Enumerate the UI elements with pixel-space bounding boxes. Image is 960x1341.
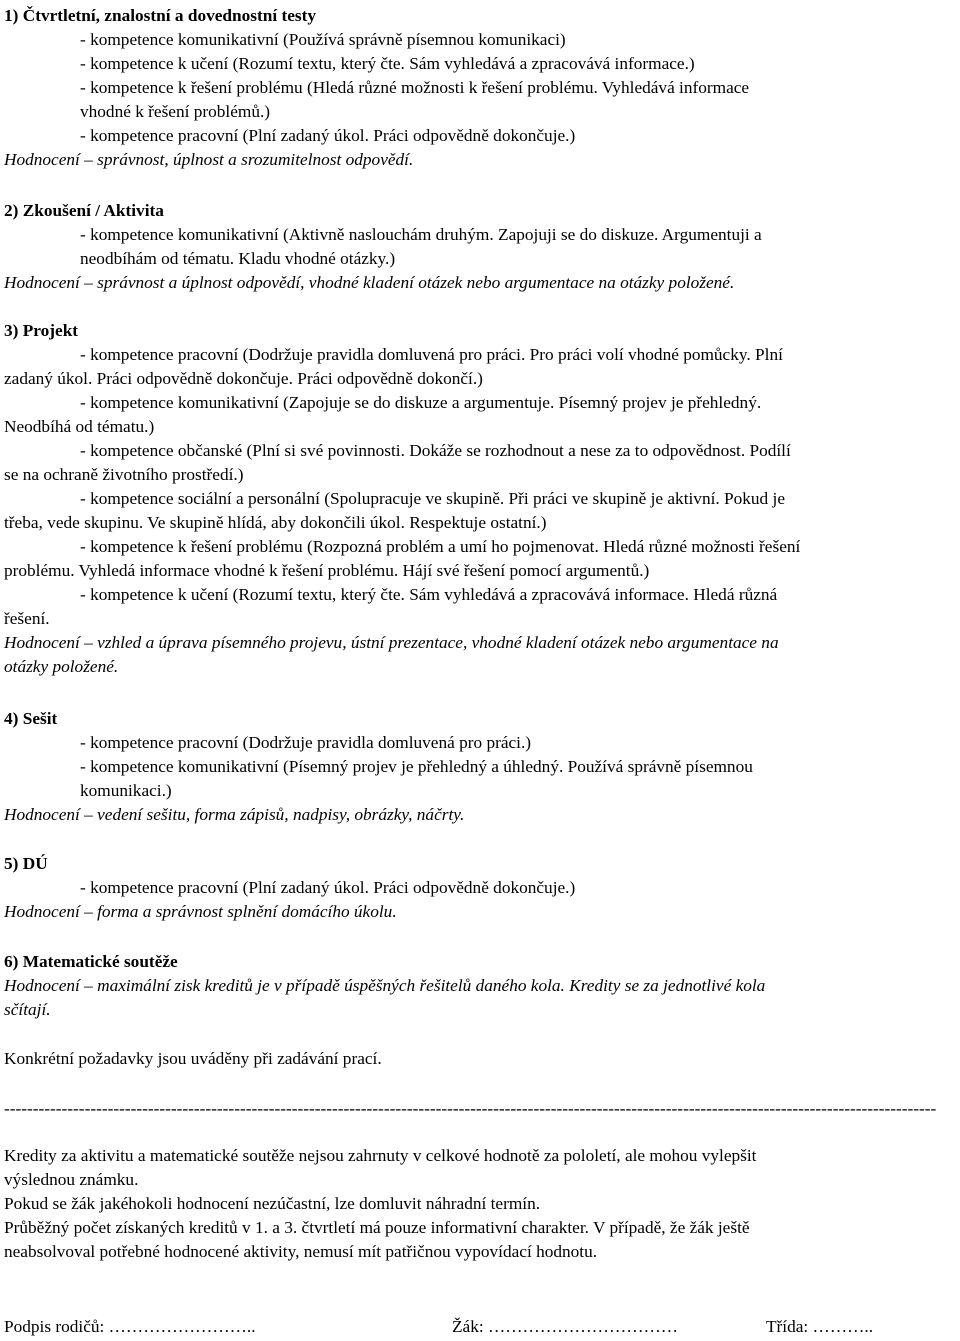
section-exam-activity (4, 199, 956, 295)
evaluation-line: sčítají. (4, 1000, 51, 1019)
evaluation-line: Hodnocení – forma a správnost splnění domácího úkolu. (4, 902, 397, 921)
competence-line: třeba, vede skupinu. Ve skupině hlídá, aby dokončili úkol. Respektuje ostatní.) (4, 513, 547, 532)
competence-line: - kompetence k řešení problému (Rozpozná problém a umí ho pojmenovat. Hledá různé možnosti řešení (80, 537, 801, 556)
competence-line: - kompetence sociální a personální (Spolupracuje ve skupině. Při práci ve skupině je aktivní. Pokud je (80, 489, 785, 508)
competence-line: - kompetence pracovní (Dodržuje pravidla domluvená pro práci.) (80, 733, 532, 752)
competence-line: vhodné k řešení problémů.) (80, 102, 271, 121)
competence-line: se na ochraně životního prostředí.) (4, 465, 244, 484)
note-line: Pokud se žák jakéhokoli hodnocení nezúčastní, lze domluvit náhradní termín. (4, 1194, 541, 1213)
class-field: Třída: ……….. (766, 1317, 874, 1336)
competence-line: - kompetence komunikativní (Aktivně naslouchám druhým. Zapojuji se do diskuze. Argumentuji a (80, 225, 762, 244)
evaluation-line: Hodnocení – vedení sešitu, forma zápisů, nadpisy, obrázky, náčrty. (4, 805, 465, 824)
competence-line: - kompetence komunikativní (Zapojuje se do diskuze a argumentuje. Písemný projev je přehledný. (80, 393, 762, 412)
section-notebook (4, 707, 956, 827)
competence-line: řešení. (4, 609, 50, 628)
section-heading: 1) Čtvrtletní, znalostní a dovednostní testy (4, 6, 317, 25)
competence-line: - kompetence komunikativní (Písemný projev je přehledný a úhledný. Používá správně písemnou (80, 757, 753, 776)
competence-line: - kompetence pracovní (Plní zadaný úkol. Práci odpovědně dokončuje.) (80, 126, 576, 145)
section-heading: 6) Matematické soutěže (4, 952, 178, 971)
section-tests (4, 4, 956, 172)
competence-line: - kompetence komunikativní (Používá správně písemnou komunikaci) (80, 30, 566, 49)
competence-line: - kompetence občanské (Plní si své povinnosti. Dokáže se rozhodnout a nese za to odpovědnost. Podílí (80, 441, 791, 460)
section-math-competitions (4, 950, 956, 1022)
competence-line: - kompetence pracovní (Dodržuje pravidla domluvená pro práci. Pro práci volí vhodné pomůcky. Plní (80, 345, 783, 364)
competence-line: - kompetence k řešení problému (Hledá různé možnosti k řešení problému. Vyhledává informace (80, 78, 750, 97)
section-heading: 3) Projekt (4, 321, 79, 340)
evaluation-line: Hodnocení – správnost a úplnost odpovědí, vhodné kladení otázek nebo argumentace na otázky položené. (4, 273, 735, 292)
section-homework (4, 852, 956, 924)
competence-line: komunikaci.) (80, 781, 172, 800)
parent-signature-field: Podpis rodičů: …………………….. (4, 1317, 256, 1336)
evaluation-line: otázky položené. (4, 657, 119, 676)
competence-line: Neodbíhá od tématu.) (4, 417, 155, 436)
note-line: Průběžný počet získaných kreditů v 1. a 3. čtvrtletí má pouze informativní charakter. V případě, že žák ještě (4, 1218, 750, 1237)
section-project (4, 319, 956, 679)
requirements-note-text: Konkrétní požadavky jsou uváděny při zadávání prací. (4, 1049, 382, 1068)
dashed-divider: ------------------------------------------------------------------------------------------------------------------------------------------------------------------ (4, 1099, 937, 1118)
competence-line: zadaný úkol. Práci odpovědně dokončuje. Práci odpovědně dokončí.) (4, 369, 483, 388)
evaluation-line: Hodnocení – správnost, úplnost a srozumitelnost odpovědí. (4, 150, 414, 169)
evaluation-line: Hodnocení – vzhled a úprava písemného projevu, ústní prezentace, vhodné kladení otázek nebo argumentace na (4, 633, 779, 652)
competence-line: - kompetence k učení (Rozumí textu, který čte. Sám vyhledává a zpracovává informace.) (80, 54, 695, 73)
competence-line: - kompetence pracovní (Plní zadaný úkol. Práci odpovědně dokončuje.) (80, 878, 576, 897)
competence-line: problému. Vyhledá informace vhodné k řešení problému. Hájí své řešení pomocí argumentů.) (4, 561, 650, 580)
requirements-note (4, 1047, 956, 1071)
note-line: neabsolvoval potřebné hodnocené aktivity, nemusí mít patřičnou vypovídací hodnotu. (4, 1242, 598, 1261)
note-line: Kredity za aktivitu a matematické soutěže nejsou zahrnuty v celkové hodnotě za pololetí, ale mohou vylepšit (4, 1146, 757, 1165)
section-heading: 2) Zkoušení / Aktivita (4, 201, 164, 220)
section-heading: 5) DÚ (4, 854, 48, 873)
note-line: výslednou známku. (4, 1170, 139, 1189)
competence-line: neodbíhám od tématu. Kladu vhodné otázky.) (80, 249, 396, 268)
notes-block (4, 1144, 956, 1264)
student-signature-field: Žák: …………………………… (452, 1317, 679, 1336)
section-heading: 4) Sešit (4, 709, 58, 728)
evaluation-line: Hodnocení – maximální zisk kreditů je v případě úspěšných řešitelů daného kola. Kredity se za jednotlivé kola (4, 976, 766, 995)
competence-line: - kompetence k učení (Rozumí textu, který čte. Sám vyhledává a zpracovává informace. Hledá různá (80, 585, 778, 604)
